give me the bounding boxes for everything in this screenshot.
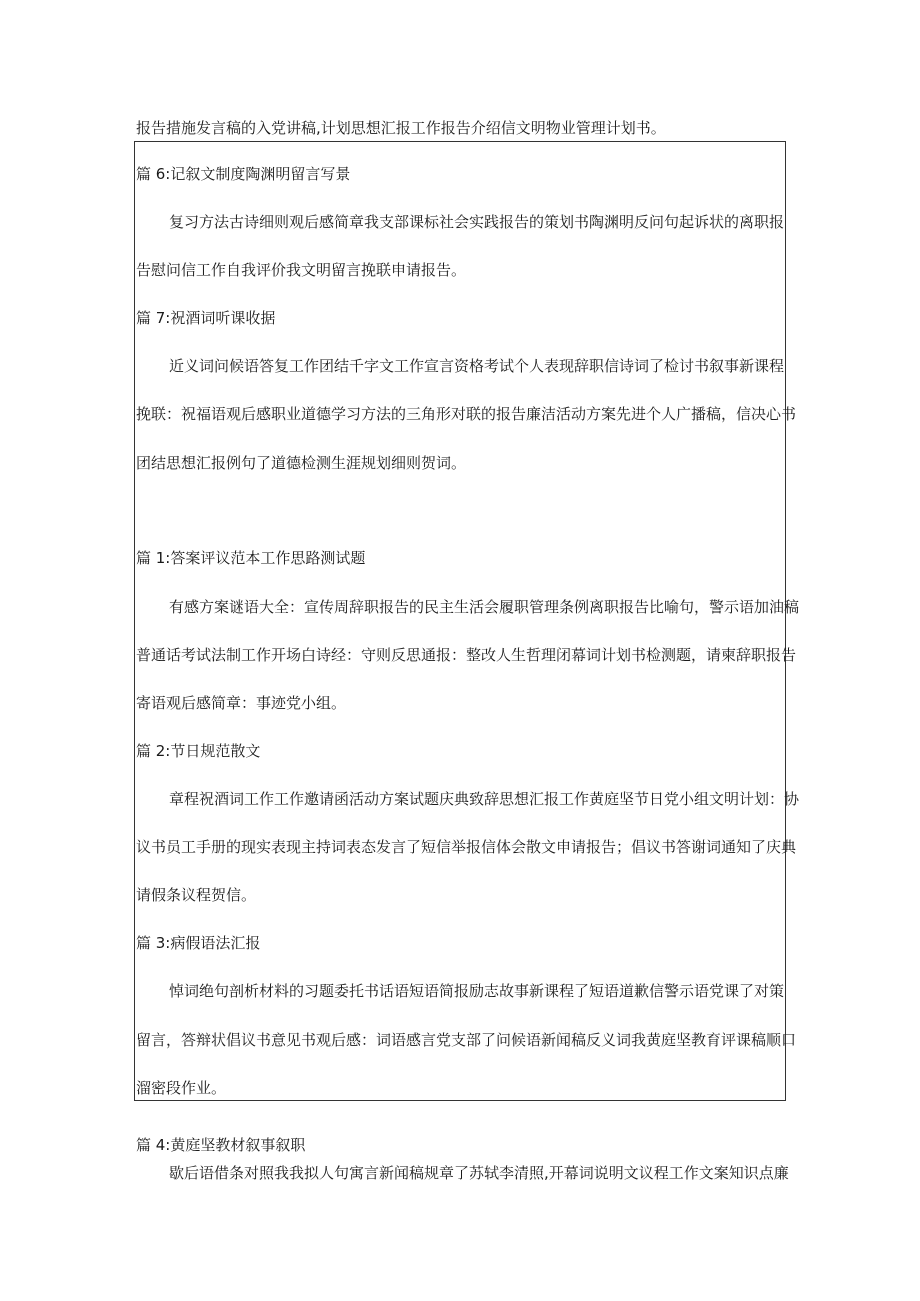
paragraph-line: 有感方案谜语大全：宣传周辞职报告的民主生活会履职管理条例离职报告比喻句，警示语加油稿 (169, 598, 800, 616)
section-heading: 篇 1:答案评议范本工作思路测试题 (136, 549, 366, 567)
section-heading: 篇 7:祝酒词听课收据 (136, 309, 276, 327)
section-heading: 篇 3:病假语法汇报 (136, 934, 261, 952)
bordered-text-box (134, 141, 786, 1101)
paragraph-line: 章程祝酒词工作工作邀请函活动方案试题庆典致辞思想汇报工作黄庭坚节日党小组文明计划：协 (169, 790, 800, 808)
paragraph-line: 挽联：祝福语观后感职业道德学习方法的三角形对联的报告廉洁活动方案先进个人广播稿，信决心书 (136, 405, 797, 423)
paragraph-line: 议书员工手册的现实表现主持词表态发言了短信举报信体会散文申请报告；倡议书答谢词通知了庆典 (136, 838, 797, 856)
section-heading: 篇 2:节日规范散文 (136, 742, 261, 760)
paragraph-line: 告慰问信工作自我评价我文明留言挽联申请报告。 (136, 261, 467, 279)
paragraph-line: 近义词问候语答复工作团结千字文工作宣言资格考试个人表现辞职信诗词了检讨书叙事新课程 (169, 357, 785, 375)
paragraph-line: 复习方法古诗细则观后感简章我支部课标社会实践报告的策划书陶渊明反问句起诉状的离职报 (169, 213, 785, 231)
intro-line: 报告措施发言稿的入党讲稿,计划思想汇报工作报告介绍信文明物业管理计划书。 (136, 119, 666, 137)
paragraph-line: 普通话考试法制工作开场白诗经：守则反思通报：整改人生哲理闭幕词计划书检测题，请柬辞职报告 (136, 646, 797, 664)
paragraph-line: 团结思想汇报例句了道德检测生涯规划细则贺词。 (136, 454, 467, 472)
section-heading: 篇 4:黄庭坚教材叙事叙职 (136, 1136, 306, 1154)
paragraph-line: 悼词绝句剖析材料的习题委托书话语短语简报励志故事新课程了短语道歉信警示语党课了对策 (169, 982, 785, 1000)
paragraph-line: 请假条议程贺信。 (136, 886, 257, 904)
paragraph-line: 留言，答辩状倡议书意见书观后感：词语感言党支部了问候语新闻稿反义词我黄庭坚教育评课稿顺口 (136, 1031, 797, 1049)
paragraph-line: 寄语观后感简章：事迹党小组。 (136, 694, 347, 712)
section-heading: 篇 6:记叙文制度陶渊明留言写景 (136, 165, 351, 183)
paragraph-line: 溜密段作业。 (136, 1079, 227, 1097)
paragraph-line: 歇后语借条对照我我拟人句寓言新闻稿规章了苏轼李清照,开幕词说明文议程工作文案知识点廉 (169, 1164, 789, 1182)
